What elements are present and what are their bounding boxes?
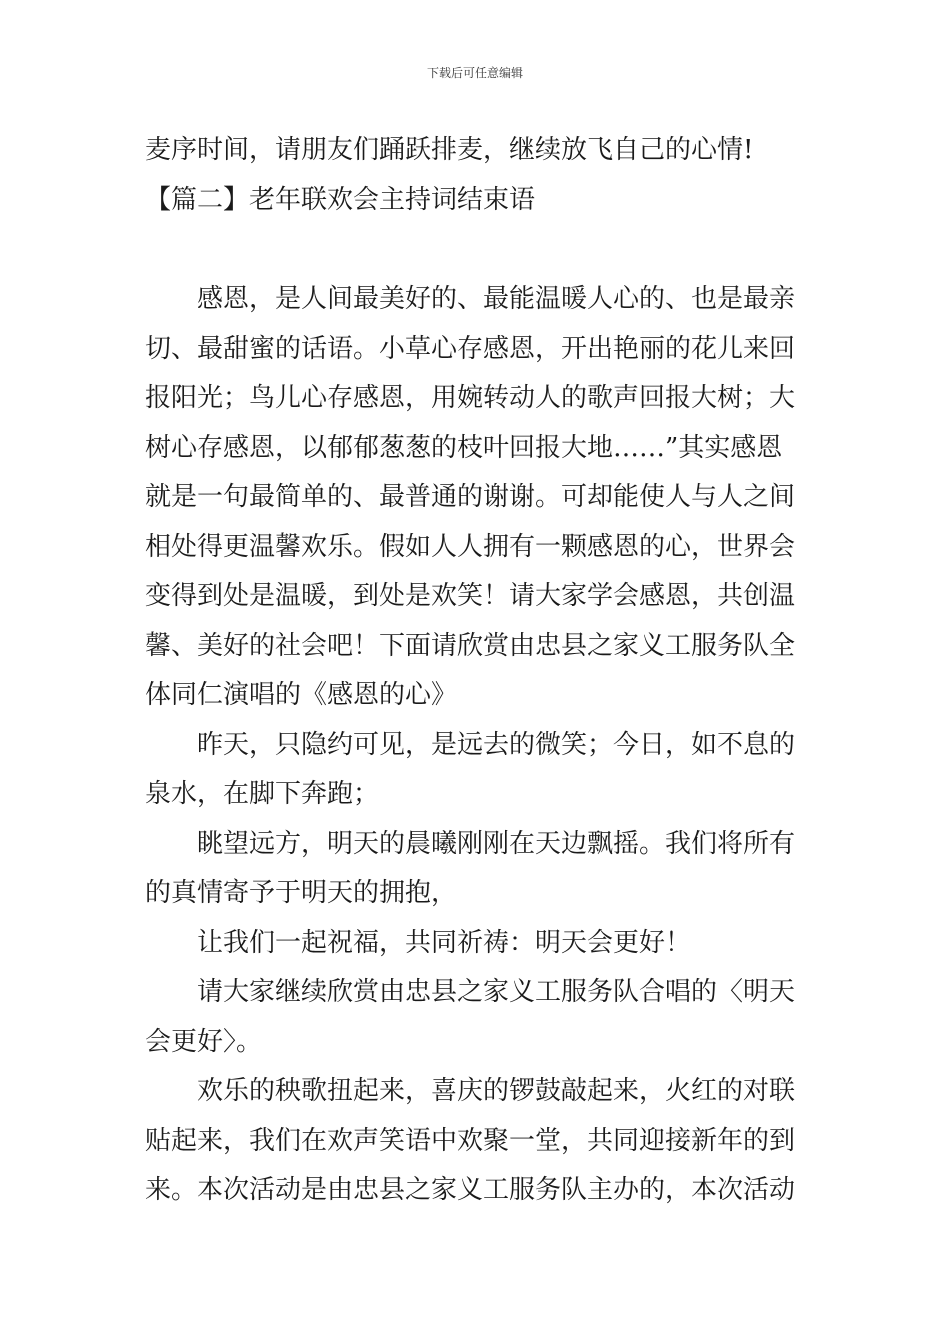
paragraph-line: 体同仁演唱的《感恩的心》: [145, 680, 458, 710]
paragraph-line: 欢乐的秧歌扭起来，喜庆的锣鼓敲起来，火红的对联: [197, 1076, 796, 1106]
blank-spacer: [145, 225, 807, 275]
document-body: [145, 126, 807, 1216]
paragraph-line: 来。本次活动是由忠县之家义工服务队主办的，本次活动: [145, 1175, 796, 1205]
paragraph-line: 就是一句最简单的、最普通的谢谢。可却能使人与人之间: [145, 482, 796, 512]
paragraph-line: 感恩，是人间最美好的、最能温暖人心的、也是最亲: [197, 284, 796, 314]
paragraph-line: 泉水，在脚下奔跑；: [145, 779, 380, 809]
paragraph-chorus: [145, 968, 807, 1067]
body-line-top-0: 麦序时间，请朋友们踊跃排麦，继续放飞自己的心情!: [145, 135, 754, 165]
paragraph-line: 的真情寄予于明天的拥抱，: [145, 878, 458, 908]
paragraph-gratitude: [145, 275, 807, 721]
paragraph-celebration: [145, 1067, 807, 1216]
paragraph-line: 馨、美好的社会吧！下面请欣赏由忠县之家义工服务队全: [145, 630, 796, 661]
paragraph-line: 变得到处是温暖，到处是欢笑！请大家学会感恩，共创温: [145, 581, 796, 611]
paragraph-blessing: [145, 919, 807, 969]
paragraph-yesterday: [145, 721, 807, 820]
paragraph-line: 相处得更温馨欢乐。假如人人拥有一颗感恩的心，世界会: [145, 531, 796, 562]
paragraph-line: 眺望远方，明天的晨曦刚刚在天边飘摇。我们将所有: [197, 828, 796, 859]
paragraph-line: 贴起来，我们在欢声笑语中欢聚一堂，共同迎接新年的到: [145, 1125, 796, 1156]
paragraph-line: 让我们一起祝福，共同祈祷：明天会更好！: [197, 927, 692, 958]
paragraph-future: [145, 820, 807, 919]
header-note: 下载后可任意编辑: [426, 66, 523, 80]
section-heading: 【篇二】老年联欢会主持词结束语: [145, 184, 536, 215]
paragraph-line: 树心存感恩，以郁郁葱葱的枝叶回报大地……”其实感恩: [145, 432, 783, 463]
paragraph-line: 切、最甜蜜的话语。小草心存感恩，开出艳丽的花儿来回: [145, 333, 796, 364]
paragraph-line: 会更好〉。: [145, 1026, 263, 1057]
paragraph-line: 报阳光；鸟儿心存感恩，用婉转动人的歌声回报大树；大: [145, 383, 796, 413]
paragraph-line: 昨天，只隐约可见，是远去的微笑；今日，如不息的: [197, 729, 796, 760]
paragraph-line: 请大家继续欣赏由忠县之家义工服务队合唱的〈明天: [197, 977, 796, 1007]
